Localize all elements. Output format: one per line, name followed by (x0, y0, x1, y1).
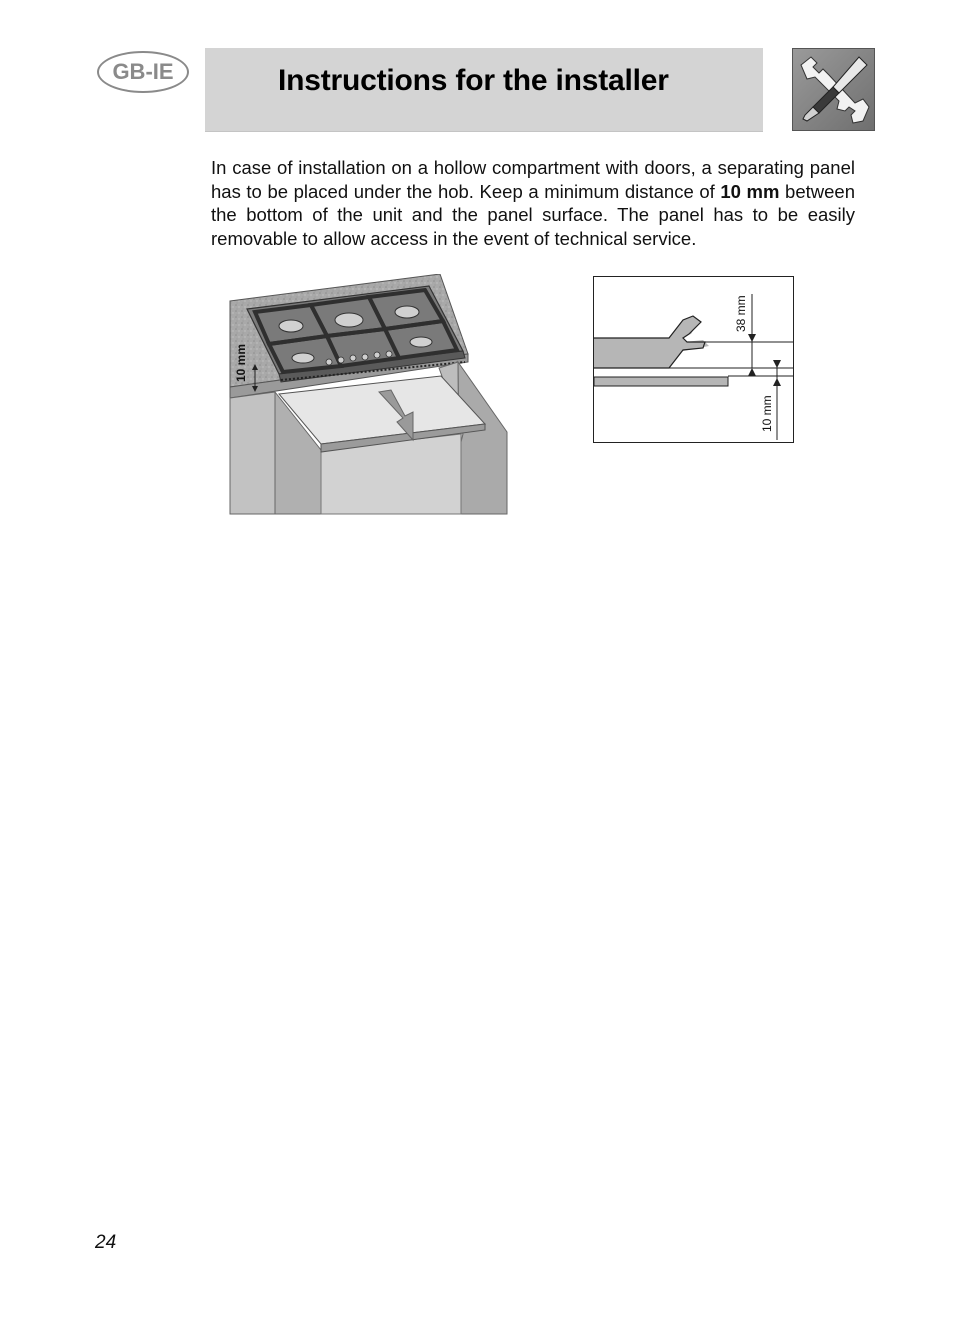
page-number: 24 (95, 1232, 117, 1253)
gap-label: 10 mm (234, 343, 248, 382)
tools-icon (792, 48, 875, 131)
instruction-text-part2: between the bottom of the unit and the panel surface. The panel has to be easily removable to allow access in the event of technical service. (211, 180, 855, 249)
instruction-text-bold: 10 mm (720, 180, 780, 202)
page-title: Instructions for the installer (278, 64, 669, 97)
dimension-10mm-label: 10 mm (760, 395, 774, 432)
hob-installation-illustration (229, 274, 511, 523)
instruction-paragraph (211, 156, 855, 250)
cross-section-diagram (593, 276, 795, 450)
instruction-text-part1: In case of installation on a hollow compartment with doors, a separating panel has to be placed under the hob. Keep a minimum distance of (211, 157, 855, 202)
dimension-38mm-label: 38 mm (734, 295, 748, 332)
region-badge: GB-IE (97, 51, 189, 93)
header-bar (205, 48, 763, 132)
